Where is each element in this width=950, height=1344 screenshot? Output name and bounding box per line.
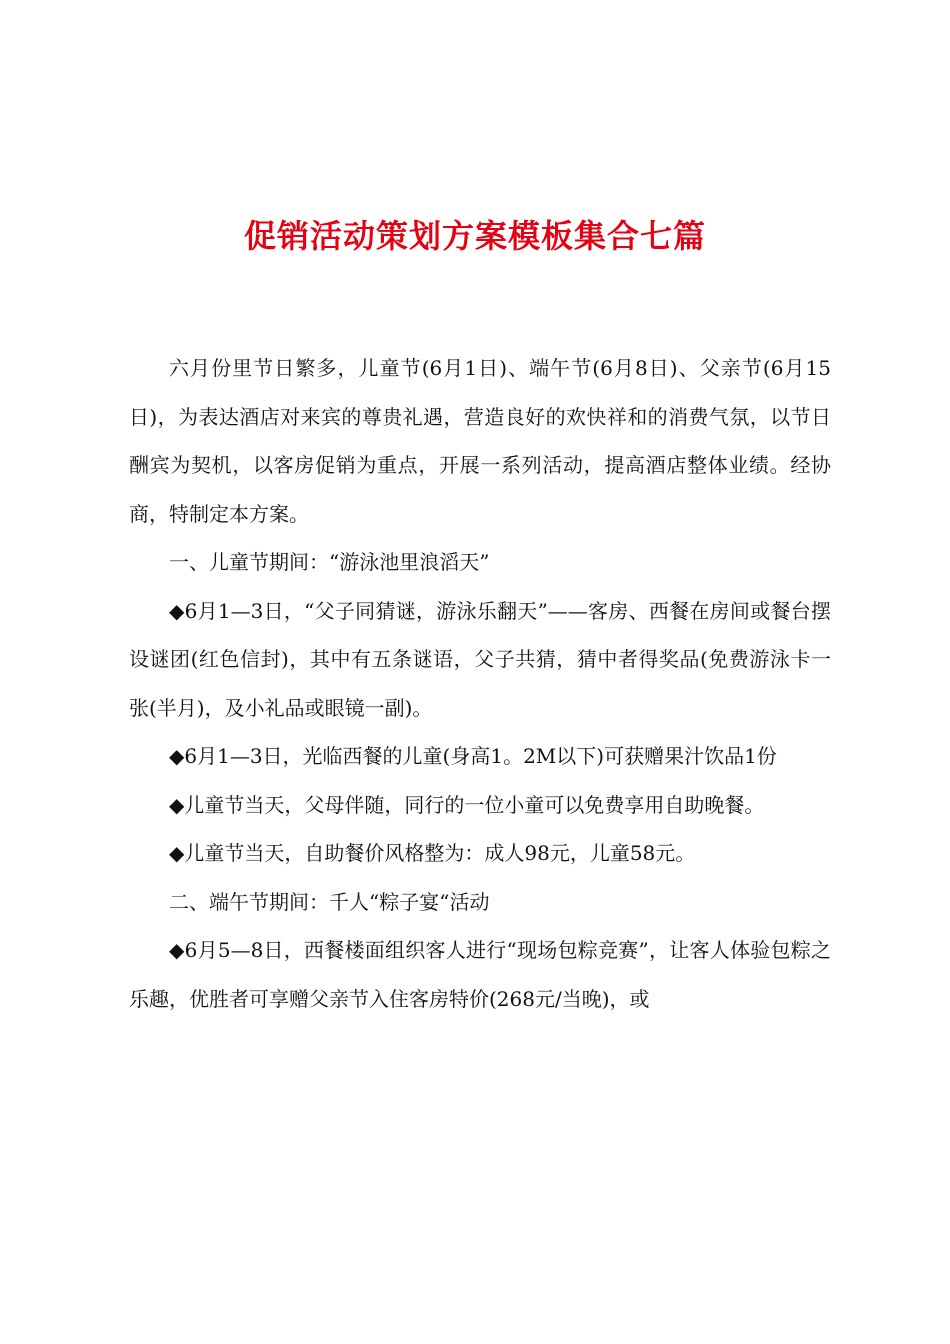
document-body <box>129 344 831 1023</box>
paragraph-section-1-heading: 一、儿童节期间：“游泳池里浪滔天” <box>169 550 490 574</box>
paragraph-bullet-5: ◆6月5—8日，西餐楼面组织客人进行“现场包粽竞赛”，让客人体验包粽之乐趣，优胜者可享赠父亲节入住客房特价(268元/当晚)，或 <box>129 938 831 1011</box>
document-title: 促销活动策划方案模板集合七篇 <box>243 217 706 255</box>
paragraph-bullet-1: ◆6月1—3日，“父子同猜谜，游泳乐翻天”——客房、西餐在房间或餐台摆设谜团(红色信封)，其中有五条谜语，父子共猜，猜中者得奖品(免费游泳卡一张(半月)，及小礼品或眼镜一副)。 <box>129 598 831 720</box>
paragraph-bullet-4: ◆儿童节当天，自助餐价风格整为：成人98元，儿童58元。 <box>169 841 696 865</box>
paragraph-bullet-2: ◆6月1—3日，光临西餐的儿童(身高1。2M以下)可获赠果汁饮品1份 <box>169 744 777 768</box>
paragraph-bullet-3: ◆儿童节当天，父母伴随，同行的一位小童可以免费享用自助晚餐。 <box>169 792 765 817</box>
paragraph-section-2-heading: 二、端午节期间：千人“粽子宴“活动 <box>169 889 490 914</box>
paragraph-intro: 六月份里节日繁多，儿童节(6月1日)、端午节(6月8日)、父亲节(6月15日)，为表达酒店对来宾的尊贵礼遇，营造良好的欢快祥和的消费气氛，以节日酬宾为契机，以客房促销为重点，开展一系列活动，提高酒店整体业绩。经协商，特制定本方案。 <box>129 356 831 526</box>
